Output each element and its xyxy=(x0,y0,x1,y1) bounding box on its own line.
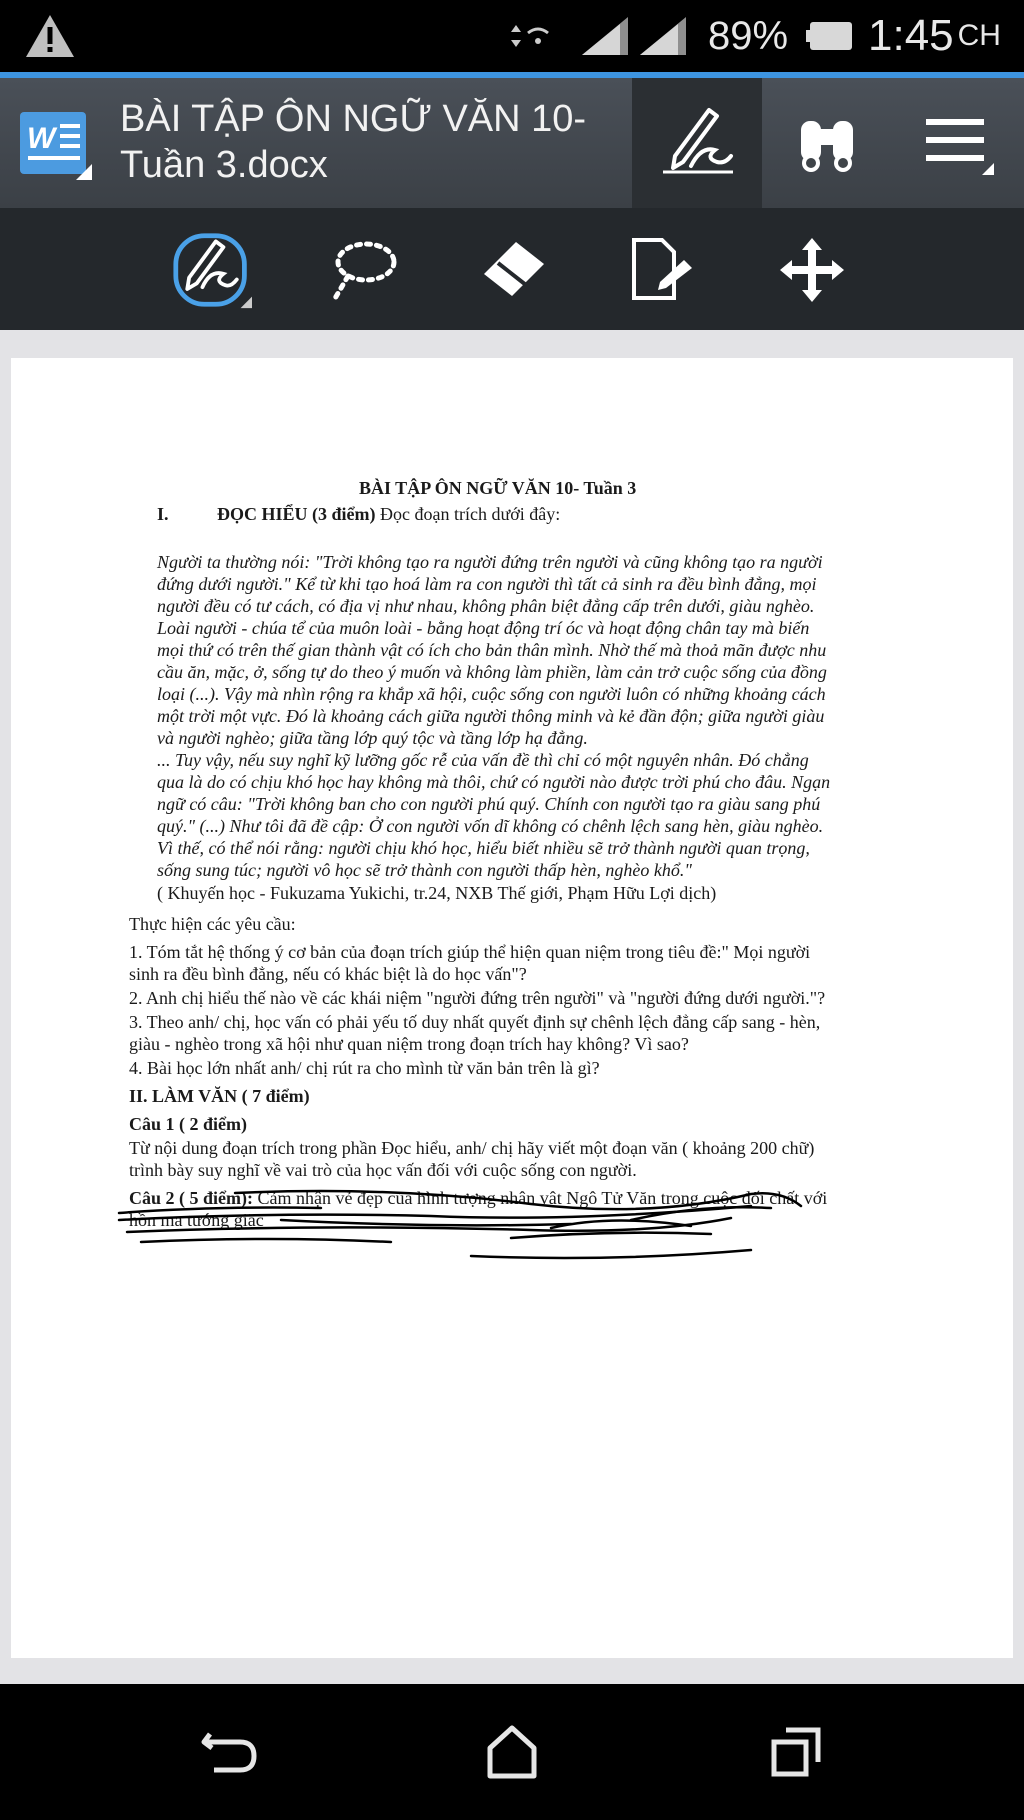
warning-icon xyxy=(24,0,76,72)
eraser-tool-button[interactable] xyxy=(472,230,552,310)
excerpt-line: một trời một vực. Đó là khoảng cách giữa người thông minh và kẻ đần độn; giữa người giàu xyxy=(157,706,825,726)
app-icon-letter: W xyxy=(27,122,56,155)
section1-header xyxy=(217,504,560,525)
battery-percent: 89% xyxy=(708,13,789,58)
excerpt-line: loại (...). Vậy mà nhìn rộng ra khắp xã hội, cuộc sống con người luôn có những khoảng cách xyxy=(157,684,826,704)
document-content xyxy=(11,358,1013,1658)
cau1-line: trình bày suy nghĩ về vai trò của học vấn đối với cuộc sống con người. xyxy=(129,1160,637,1180)
home-icon xyxy=(484,1724,540,1780)
excerpt-line: người đều có tư cách, có địa vị như nhau, không phân biệt đẳng cấp trên dưới, giàu nghèo. xyxy=(157,596,815,616)
title-bar xyxy=(0,78,1024,208)
excerpt-line: đứng dưới người." Kể từ khi tạo hoá làm ra con người thì tất cả sinh ra đều bình đẳng, mọi xyxy=(157,574,817,594)
question-line: 1. Tóm tắt hệ thống ý cơ bản của đoạn trích giúp thể hiện quan niệm trong tiêu đề:" Mọi người xyxy=(129,942,811,962)
cau1-line: Từ nội dung đoạn trích trong phần Đọc hiểu, anh/ chị hãy viết một đoạn văn ( khoảng 200 chữ) xyxy=(129,1138,815,1158)
menu-button[interactable] xyxy=(892,78,1024,208)
eraser-icon xyxy=(476,238,548,302)
cau2-text: Cảm nhận vẻ đẹp của hình tượng nhân vật Ngô Tử Văn trong cuộc đối chất với xyxy=(257,1188,828,1208)
excerpt-line: quý." (...) Như tôi đã đề cập: Ở con người vốn dĩ không có chênh lệch sang hèn, giàu nghèo. xyxy=(157,816,824,836)
excerpt-line: ngữ có câu: "Trời không ban cho con người phú quý. Chính con người tạo ra giàu sang phú xyxy=(157,794,821,814)
document-heading: BÀI TẬP ÔN NGỮ VĂN 10- Tuần 3 xyxy=(359,478,637,498)
excerpt-source: ( Khuyến học - Fukuzama Yukichi, tr.24, NXB Thế giới, Phạm Hữu Lợi dịch) xyxy=(157,883,717,903)
signal-icon-2 xyxy=(638,0,688,72)
pen-tool-button[interactable] xyxy=(172,230,252,310)
back-icon xyxy=(196,1724,260,1780)
move-icon xyxy=(778,236,846,304)
excerpt-line: cầu ăn, mặc, ở, sống tự do theo ý muốn và không làm phiền, làm cản trở cuộc sống của đồng xyxy=(157,662,827,682)
question-line: sinh ra đều bình đẳng, nếu có khác biệt là do học vấn"? xyxy=(129,964,527,984)
data-transfer-icon xyxy=(510,0,554,72)
question-line: 2. Anh chị hiểu thế nào về các khái niệm "người đứng trên người" và "người đứng dưới người."? xyxy=(129,988,826,1008)
recent-apps-button[interactable] xyxy=(756,1712,836,1792)
section1-title: ĐỌC HIỂU (3 điểm) xyxy=(217,504,376,524)
clock-suffix: CH xyxy=(957,19,1001,52)
excerpt-line: và người nghèo; giữa tầng lớp quý tộc và tầng lớp hạ đẳng. xyxy=(157,728,588,748)
document-title: BÀI TẬP ÔN NGỮ VĂN 10- Tuần 3.docx xyxy=(120,98,587,186)
question-line: 3. Theo anh/ chị, học vấn có phải yếu tố duy nhất quyết định sự chênh lệch đẳng cấp sang - hèn, xyxy=(129,1012,821,1032)
status-bar xyxy=(0,0,1024,72)
ink-toolbar xyxy=(0,208,1024,330)
pen-icon xyxy=(657,106,737,180)
document-page[interactable] xyxy=(11,358,1013,1658)
excerpt-line: sống sung túc; người vô học sẽ trở thành con người thấp hèn, nghèo khổ." xyxy=(157,860,692,880)
home-button[interactable] xyxy=(472,1712,552,1792)
question-line: 4. Bài học lớn nhất anh/ chị rút ra cho mình từ văn bản trên là gì? xyxy=(129,1058,600,1078)
signal-icon xyxy=(580,0,630,72)
excerpt-line: mọi thứ có trên thế gian thành vật có ích cho bản thân mình. Nhờ thế mà thoả mãn được nhu xyxy=(157,640,827,660)
recent-apps-icon xyxy=(768,1724,824,1780)
navigation-bar xyxy=(0,1684,1024,1820)
clock-time: 1:45 xyxy=(868,11,954,60)
question-line: giàu - nghèo trong xã hội như quan niệm trong đoạn trích hay không? Vì sao? xyxy=(129,1034,689,1054)
edit-page-button[interactable] xyxy=(622,230,702,310)
cau1-title: Câu 1 ( 2 điểm) xyxy=(129,1114,247,1134)
excerpt-line: qua là do có chịu khó học hay không mà thôi, chứ có người nào được trời phú cho đâu. Ngạn xyxy=(157,772,831,792)
back-button[interactable] xyxy=(188,1712,268,1792)
section1-intro: Đọc đoạn trích dưới đây: xyxy=(380,504,561,524)
section2-title: II. LÀM VĂN ( 7 điểm) xyxy=(129,1086,310,1106)
pen-mode-button[interactable] xyxy=(632,78,762,208)
excerpt-line: ... Tuy vậy, nếu suy nghĩ kỹ lưỡng gốc rễ của vấn đề thì chỉ có một nguyên nhân. Đó chẳng xyxy=(157,750,809,770)
battery-icon xyxy=(806,0,856,72)
excerpt-line: Người ta thường nói: "Trời không tạo ra người đứng trên người và cũng không tạo ra người xyxy=(157,552,823,572)
document-viewport[interactable] xyxy=(0,330,1024,1684)
cau2-line2: hồn ma tướng giặc xyxy=(129,1210,264,1230)
binoculars-icon xyxy=(795,111,859,175)
page-edit-icon xyxy=(628,238,696,302)
word-app-icon[interactable] xyxy=(20,108,92,180)
clock xyxy=(868,0,1001,72)
pen-tool-icon xyxy=(172,230,252,310)
find-button[interactable] xyxy=(762,78,892,208)
hamburger-icon xyxy=(922,111,994,175)
move-tool-button[interactable] xyxy=(772,230,852,310)
excerpt-line: Loài người - chúa tể của muôn loài - bằng hoạt động trí óc và hoạt động chân tay mà biến xyxy=(157,618,810,638)
lasso-tool-button[interactable] xyxy=(322,230,402,310)
excerpt-line: Vì thế, có thể nói rằng: người chịu khó học, hiểu biết nhiều sẽ trở thành người quan trọng, xyxy=(157,838,810,858)
requirements-title: Thực hiện các yêu cầu: xyxy=(129,914,296,934)
lasso-icon xyxy=(326,234,398,306)
cau2-title: Câu 2 ( 5 điểm): xyxy=(129,1188,253,1208)
section1-number: I. xyxy=(157,504,169,524)
cau2-header xyxy=(129,1188,827,1209)
